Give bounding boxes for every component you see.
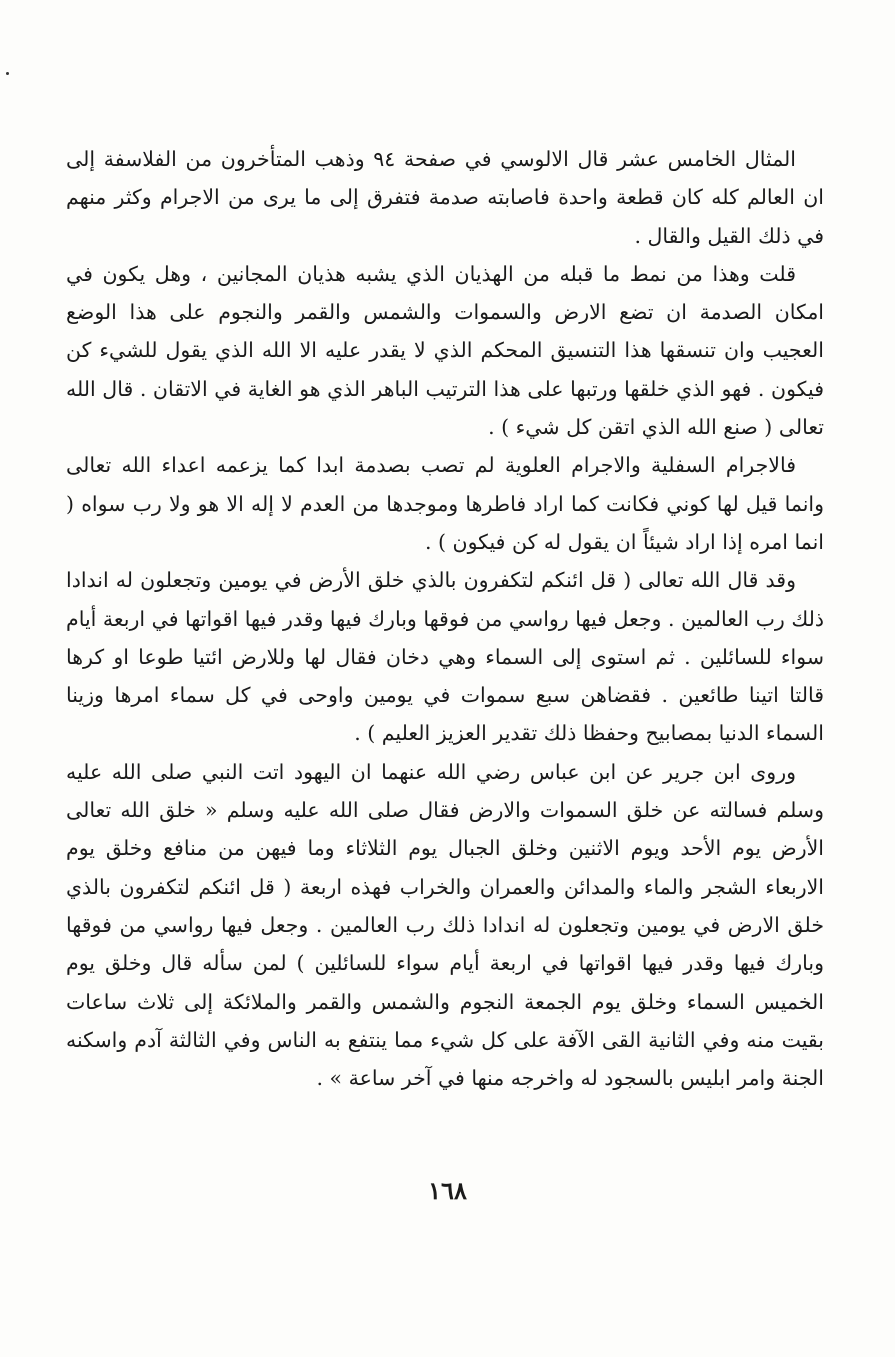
paragraph-3: فالاجرام السفلية والاجرام العلوية لم تصب بصدمة ابدا كما يزعمه اعداء الله تعالى وانما قيل لها كوني فكانت كما اراد فاطرها وموجدها من العدم لا إله الا هو ولا رب سواه ( انما امره إذا اراد شيئاً ان يقول له كن فيكون ) . — [66, 453, 824, 554]
paragraph-2: قلت وهذا من نمط ما قبله من الهذيان الذي يشبه هذيان المجانين ، وهل يكون في امكان الصدمة ان تضع الارض والسموات والشمس والقمر والنجوم على هذا الوضع العجيب وان تنسقها هذا التنسيق المحكم الذي لا يقدر عليه الا الله الذي يقول للشيء كن فيكون . فهو الذي خلقها ورتبها على هذا الترتيب الباهر الذي هو الغاية في الاتقان . قال الله تعالى ( صنع الله الذي اتقن كل شيء ) . — [66, 261, 824, 440]
body-text — [66, 140, 824, 1097]
scan-speck — [6, 72, 9, 75]
page-number: ١٦٨ — [428, 1176, 467, 1205]
paragraph-5: وروى ابن جرير عن ابن عباس رضي الله عنهما ان اليهود اتت النبي صلى الله عليه وسلم فسالته عن خلق السموات والارض فقال صلى الله عليه وسلم « خلق الله تعالى الأرض يوم الأحد ويوم الاثنين وخلق الجبال يوم الثلاثاء وما فيهن من منافع وخلق يوم الاربعاء الشجر والماء والمدائن والعمران والخراب فهذه اربعة ( قل ائنكم لتكفرون بالذي خلق الارض في يومين وتجعلون له اندادا ذلك رب العالمين . وجعل فيها رواسي من فوقها وبارك فيها وقدر فيها اقواتها في اربعة أيام سواء للسائلين ) لمن سأله قال وخلق يوم الخميس السماء وخلق يوم الجمعة النجوم والشمس والقمر والملائكة إلى ثلاث ساعات بقيت منه وفي الثانية القى الآفة على كل شيء مما ينتفع به الناس وفي الثالثة آدم واسكنه الجنة وامر ابليس بالسجود له واخرجه منها في آخر ساعة » . — [66, 759, 824, 1091]
paragraph-4: وقد قال الله تعالى ( قل ائنكم لتكفرون بالذي خلق الأرض في يومين وتجعلون له اندادا ذلك رب العالمين . وجعل فيها رواسي من فوقها وبارك فيها وقدر فيها اقواتها في اربعة أيام سواء للسائلين . ثم استوى إلى السماء وهي دخان فقال لها وللارض ائتيا طوعا او كرها قالتا اتينا طائعين . فقضاهن سبع سموات في يومين واوحى في كل سماء امرها وزينا السماء الدنيا بمصابيح وحفظا ذلك تقدير العزيز العليم ) . — [66, 568, 824, 746]
paragraph-1: المثال الخامس عشر قال الالوسي في صفحة ٩٤ وذهب المتأخرون من الفلاسفة إلى ان العالم كله كان قطعة واحدة فاصابته صدمة فتفرق إلى ما يرى من الاجرام وكثر منهم في ذلك القيل والقال . — [66, 147, 824, 248]
